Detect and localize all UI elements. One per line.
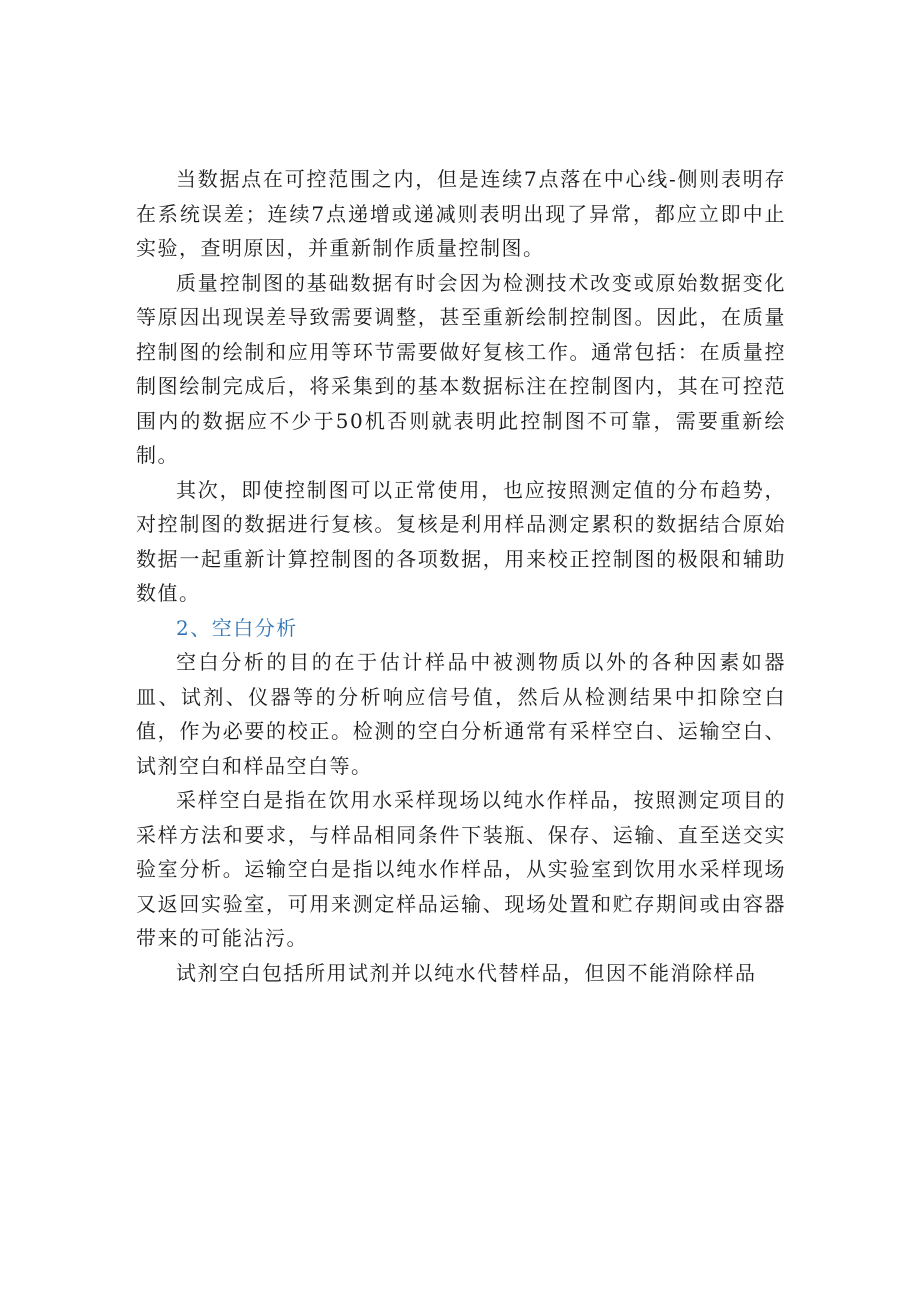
document-body (136, 162, 786, 990)
paragraph-reagent-blank: 试剂空白包括所用试剂并以纯水代替样品，但因不能消除样品 (176, 960, 757, 985)
paragraph-sampling-transport-blank: 采样空白是指在饮用水采样现场以纯水作样品，按照测定项目的采样方法和要求，与样品相同条件下装瓶、保存、运输、直至送交实验室分析。运输空白是指以纯水作样品，从实验室到饮用水采样现场又返回实验室，可用来测定样品运输、现场处置和贮存期间或由容器带来的可能沾污。 (136, 788, 786, 950)
paragraph-control-chart-review: 质量控制图的基础数据有时会因为检测技术改变或原始数据变化等原因出现误差导致需要调整，甚至重新绘制控制图。因此，在质量控制图的绘制和应用等环节需要做好复核工作。通常包括：在质量控制图绘制完成后，将采集到的基本数据标注在控制图内，其在可控范围内的数据应不少于50机否则就表明此控制图不可靠，需要重新绘制。 (136, 270, 786, 467)
paragraph-control-chart-recheck: 其次，即使控制图可以正常使用，也应按照测定值的分布趋势，对控制图的数据进行复核。复核是利用样品测定累积的数据结合原始数据一起重新计算控制图的各项数据，用来校正控制图的极限和辅助数值。 (136, 477, 786, 605)
paragraph-control-chart-anomaly: 当数据点在可控范围之内，但是连续7点落在中心线-侧则表明存在系统误差；连续7点递增或递减则表明出现了异常，都应立即中止实验，查明原因，并重新制作质量控制图。 (136, 167, 786, 260)
section-heading-blank-analysis: 2、空白分析 (176, 615, 298, 640)
paragraph-blank-analysis-purpose: 空白分析的目的在于估计样品中被测物质以外的各种因素如器皿、试剂、仪器等的分析响应信号值，然后从检测结果中扣除空白值，作为必要的校正。检测的空白分析通常有采样空白、运输空白、试剂空白和样品空白等。 (136, 650, 786, 778)
